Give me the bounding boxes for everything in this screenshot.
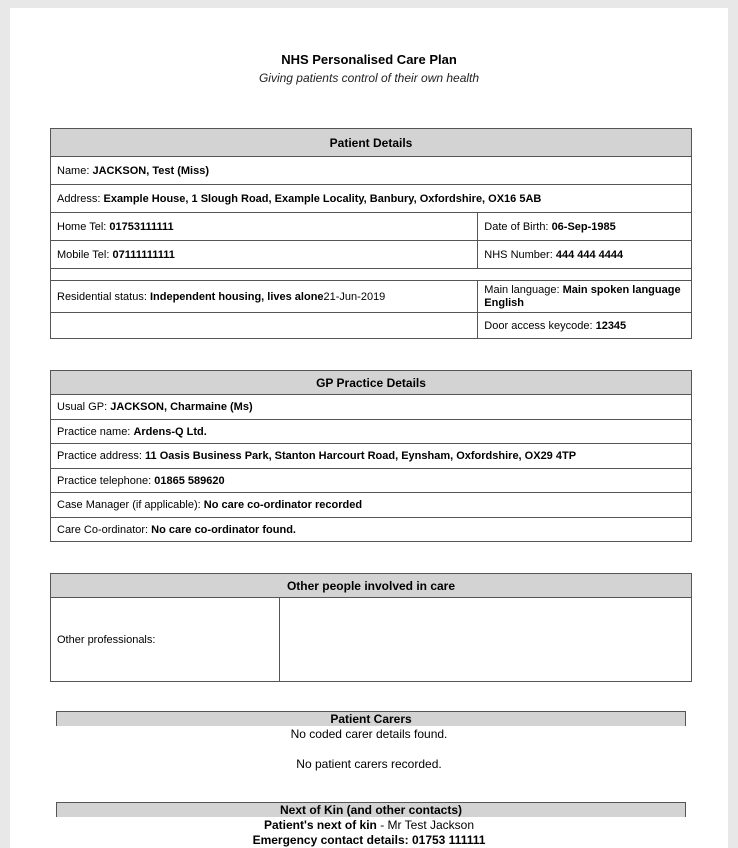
main-language-cell: Main language: Main spoken language English	[478, 281, 692, 313]
next-of-kin-heading: Next of Kin (and other contacts)	[56, 802, 686, 817]
care-coordinator-cell: Care Co-ordinator: No care co-ordinator found.	[51, 518, 692, 542]
practice-telephone: 01865 589620	[154, 474, 225, 487]
nok-label: Patient's next of kin	[263, 818, 377, 832]
page-title: NHS Personalised Care Plan	[281, 52, 457, 67]
other-people-table	[50, 573, 692, 682]
patient-carers-heading: Patient Carers	[56, 711, 686, 726]
next-of-kin-line	[10, 818, 728, 832]
nok-value: - Mr Test Jackson	[380, 818, 475, 832]
residential-status: Independent housing, lives alone	[149, 290, 324, 303]
nhs-number: 444 444 4444	[555, 248, 624, 261]
residential-status-date: 21-Jun-2019	[323, 290, 386, 303]
case-manager: No care co-ordinator recorded	[203, 499, 363, 511]
other-professionals-label: Other professionals:	[51, 598, 280, 682]
nhs-number-cell: NHS Number: 444 444 4444	[478, 241, 692, 269]
main-language: Main spoken language English	[484, 283, 681, 309]
home-tel-cell: Home Tel: 01753111111	[51, 213, 478, 241]
residential-status-cell: Residential status: Independent housing, lives alone21-Jun-2019	[51, 281, 478, 313]
practice-address: 11 Oasis Business Park, Stanton Harcourt Road, Eynsham, Oxfordshire, OX29 4TP	[145, 450, 577, 462]
page-subtitle: Giving patients control of their own health	[258, 71, 480, 85]
door-access-keycode: 12345	[595, 319, 627, 332]
practice-name-cell: Practice name: Ardens-Q Ltd.	[51, 420, 692, 444]
practice-name: Ardens-Q Ltd.	[133, 425, 207, 438]
carers-line-2: No patient carers recorded.	[296, 757, 442, 771]
patient-name: JACKSON, Test (Miss)	[92, 164, 210, 177]
patient-address: Example House, 1 Slough Road, Example Locality, Banbury, Oxfordshire, OX16 5AB	[103, 192, 542, 205]
patient-address-cell: Address: Example House, 1 Slough Road, Example Locality, Banbury, Oxfordshire, OX16 5AB	[51, 185, 692, 213]
dob: 06-Sep-1985	[551, 220, 616, 233]
emergency-contact-line: Emergency contact details: 01753 111111	[252, 833, 486, 847]
mobile-tel-cell: Mobile Tel: 07111111111	[51, 241, 478, 269]
other-people-heading: Other people involved in care	[51, 574, 692, 598]
practice-address-cell: Practice address: 11 Oasis Business Park, Stanton Harcourt Road, Eynsham, Oxfordshire, OX29 4TP	[51, 444, 692, 469]
care-coordinator: No care co-ordinator found.	[151, 523, 296, 536]
gp-practice-heading: GP Practice Details	[51, 371, 692, 395]
other-professionals-value	[279, 598, 691, 682]
usual-gp-cell: Usual GP: JACKSON, Charmaine (Ms)	[51, 395, 692, 420]
gp-practice-table	[50, 370, 692, 542]
carers-line-1: No coded carer details found.	[290, 727, 448, 741]
usual-gp: JACKSON, Charmaine (Ms)	[110, 401, 253, 413]
patient-details-table	[50, 128, 692, 339]
dob-cell: Date of Birth: 06-Sep-1985	[478, 213, 692, 241]
home-tel: 01753111111	[109, 220, 174, 233]
spacer-row	[51, 269, 692, 281]
document-page	[10, 8, 728, 848]
door-access-cell: Door access keycode: 12345	[478, 313, 692, 339]
patient-details-heading: Patient Details	[51, 129, 692, 157]
case-manager-cell: Case Manager (if applicable): No care co-ordinator recorded	[51, 493, 692, 518]
practice-telephone-cell: Practice telephone: 01865 589620	[51, 469, 692, 493]
mobile-tel: 07111111111	[112, 248, 175, 261]
patient-name-cell: Name: JACKSON, Test (Miss)	[51, 157, 692, 185]
empty-cell	[51, 313, 478, 339]
